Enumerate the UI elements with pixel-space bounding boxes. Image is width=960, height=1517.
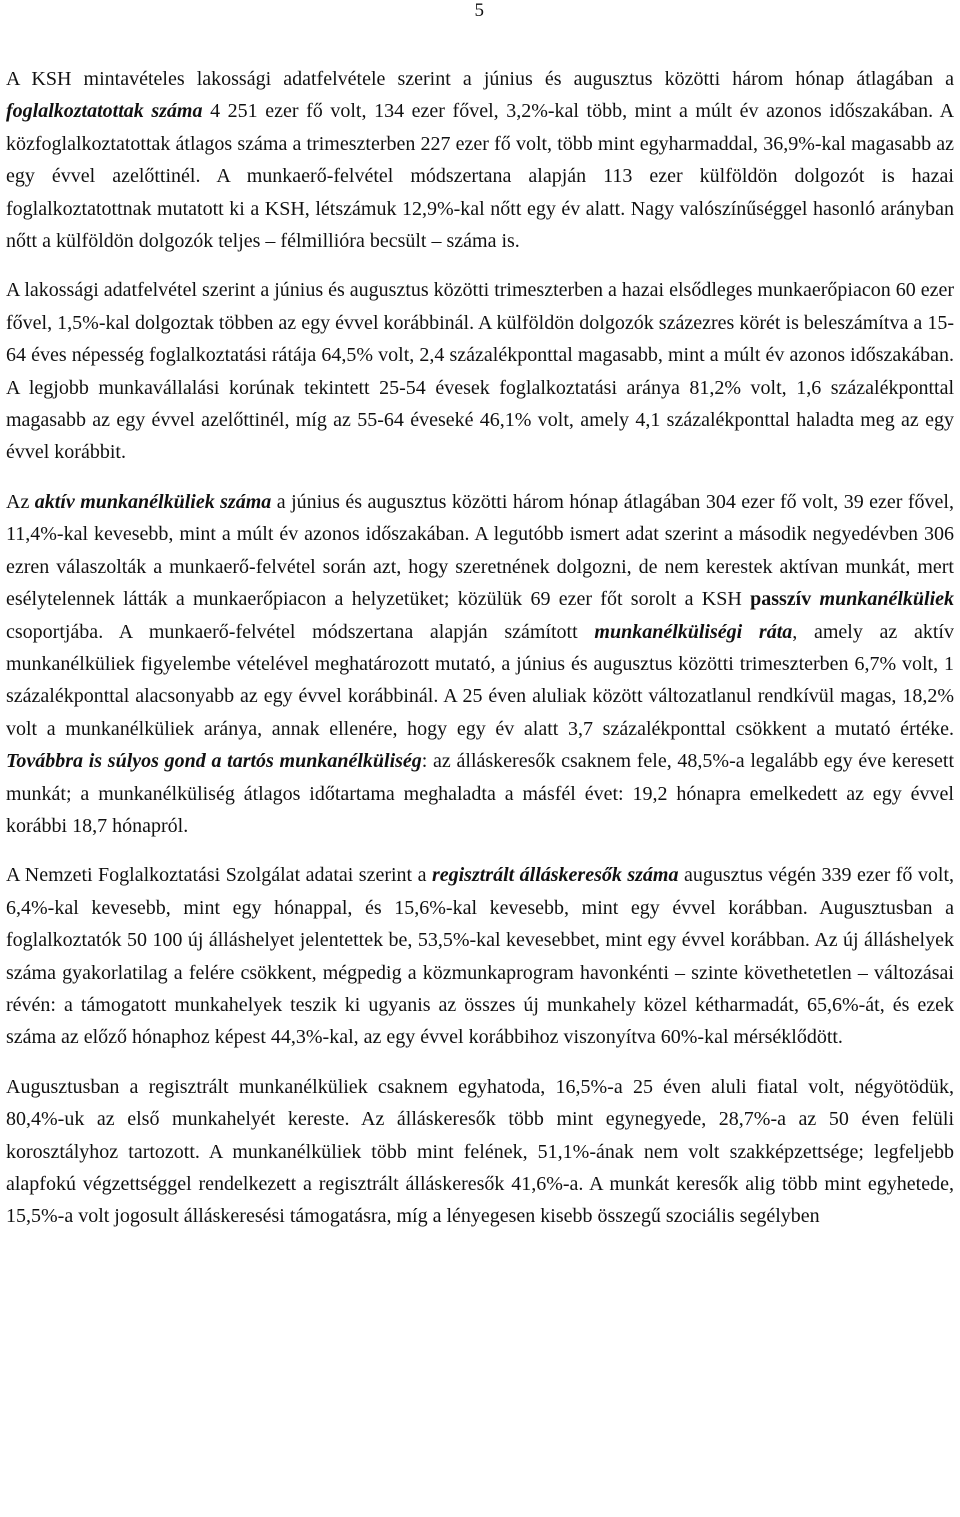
- emphasis-term: foglalkoztatottak száma: [6, 100, 203, 123]
- emphasis-term: Továbbra is súlyos gond a tartós munkanélküliség: [6, 750, 422, 773]
- text-run: csoportjába. A munkaerő-felvétel módszertana alapján számított: [6, 620, 595, 643]
- paragraph-august-registered: [6, 1071, 954, 1233]
- text-run: Az: [6, 490, 35, 513]
- bold-term: passzív: [750, 588, 812, 611]
- text-run: a június és augusztus közötti három hónap átlagában 304 ezer fő volt, 39 ezer fővel, 11,4%-kal kevesebb, mint a múlt év azonos időszakában. A legutóbb ismert adat szerint a második negyedévben 306 ezren válaszolták a munkaerő-felvétel során azt, hogy szeretnének dolgozni, de nem kerestek aktívan munkát, mert esélytelennek látták a munkaerőpiacon a helyzetüket; közülük 69 ezer főt sorolt a KSH: [6, 490, 954, 611]
- text-run: 4 251 ezer fő volt, 134 ezer fővel, 3,2%-kal több, mint a múlt év azonos időszakában. A közfoglalkoztatottak átlagos száma a trimeszterben 227 ezer fő volt, több mint egyharmaddal, 36,9%-kal magasabb az egy évvel azelőttinél. A munkaerő-felvétel módszertana alapján 113 ezer külföldön dolgozót is hazai foglalkoztatottnak mutatott ki a KSH, létszámuk 12,9%-kal nőtt egy év alatt. Nagy valószínűséggel hasonló arányban nőtt a külföldön dolgozók teljes – félmillióra becsült – száma is.: [6, 100, 955, 253]
- paragraph-registered-jobseekers: [6, 859, 954, 1053]
- text-run: A KSH mintavételes lakossági adatfelvétele szerint a június és augusztus közötti három hónap átlagában a: [6, 68, 954, 90]
- text-run: A lakossági adatfelvétel szerint a június és augusztus közötti trimeszterben a hazai elsődleges munkaerőpiacon 60 ezer fővel, 1,5%-kal dolgoztak többen az egy évvel korábbinál. A külföldön dolgozók százezres körét is beleszámítva a 15-64 éves népesség foglalkoztatási rátája 64,5% volt, 2,4 százalékponttal magasabb, mint a múlt év azonos időszakában. A legjobb munkavállalási korúnak tekintett 25-54 évesek foglalkoztatási aránya 81,2% volt, 1,6 százalékponttal magasabb az egy évvel azelőttinél, míg az 55-64 éveseké 46,1% volt, amely 4,1 százalékponttal haladta meg az egy évvel korábbit.: [6, 279, 954, 464]
- paragraph-employment-rate: [6, 274, 954, 468]
- document-body: [6, 63, 954, 1250]
- text-run: A Nemzeti Foglalkoztatási Szolgálat adatai szerint a: [6, 864, 432, 887]
- emphasis-term: aktív munkanélküliek száma: [34, 490, 272, 513]
- emphasis-term: munkanélküliségi ráta: [594, 620, 793, 643]
- text-run: , amely az aktív munkanélküliek figyelembe vételével meghatározott mutató, a június és augusztus közötti trimeszterben 6,7% volt, 1 százalékponttal alacsonyabb az egy évvel korábbinál. A 25 éven aluliak között változatlanul rendkívül magas, 18,2% volt a munkanélküliek aránya, annak ellenére, hogy egy év alatt 3,7 százalékponttal csökkent a mutató értéke.: [6, 620, 954, 740]
- text-run: [811, 588, 819, 610]
- text-run: augusztus végén 339 ezer fő volt, 6,4%-kal kevesebb, mint egy hónappal, és 15,6%-kal kevesebb, mint egy évvel korábban. Augusztusban a foglalkoztatók 50 100 új álláshelyet jelentettek be, 53,5%-kal kevesebbet, mint egy évvel korábban. Az új álláshelyek száma gyakorlatilag a felére csökkent, mégpedig a közmunkaprogram havonkénti – szinte követhetetlen – változásai révén: a támogatott munkahelyek teszik ki ugyanis az összes új munkahely közel kétharmadát, 65,6%-át, és ezek száma az előző hónaphoz képest 44,3%-kal, az egy évvel korábbihoz viszonyítva 60%-kal mérséklődött.: [6, 864, 955, 1049]
- text-run: Augusztusban a regisztrált munkanélküliek csaknem egyhatoda, 16,5%-a 25 éven aluli fiatal volt, négyötödük, 80,4%-uk az első munkahelyét kereste. Az álláskeresők több mint egynegyede, 28,7%-a az 50 éven felüli korosztályhoz tartozott. A munkanélküliek több mint felének, 51,1%-ának nem volt szakképzettsége; legfeljebb alapfokú végzettséggel rendelkezett a regisztrált álláskeresők 41,6%-a. A munkát keresők alig több mint egyhetede, 15,5%-a volt jogosult álláskeresési támogatásra, míg a lényegesen kisebb összegű szociális segélyben: [6, 1075, 954, 1228]
- text-run: : az álláskeresők csaknem fele, 48,5%-a legalább egy éve keresett munkát; a munkanélküliség átlagos időtartama meghaladta a másfél évet: 19,2 hónapra emelkedett az egy évvel korábbi 18,7 hónapról.: [6, 750, 955, 837]
- emphasis-term: regisztrált álláskeresők száma: [431, 864, 679, 887]
- emphasis-term: munkanélküliek: [819, 588, 955, 611]
- paragraph-unemployment: [6, 486, 954, 842]
- page-number: 5: [474, 0, 484, 21]
- paragraph-employment: [6, 63, 954, 257]
